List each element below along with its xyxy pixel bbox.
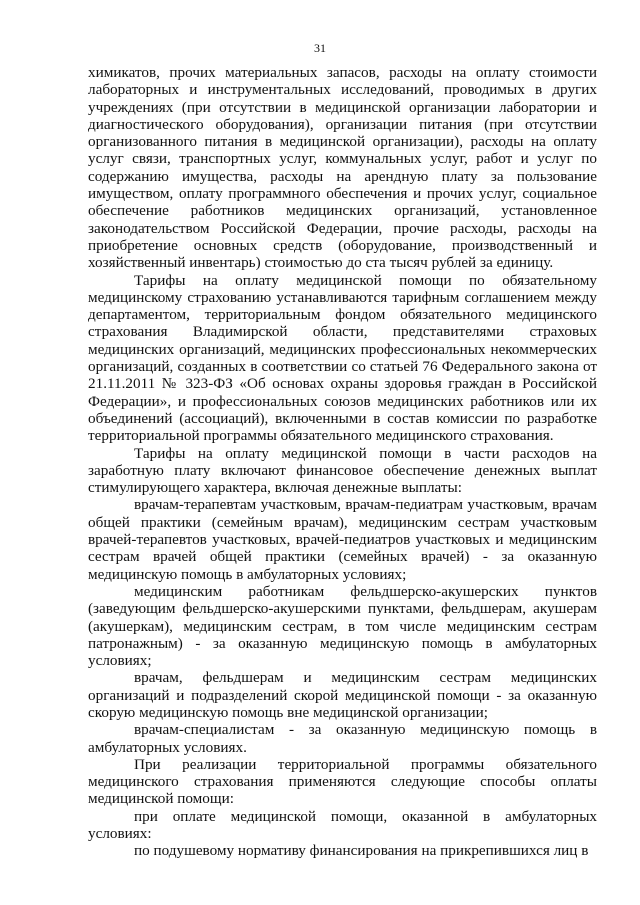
paragraph-payments-specialists: врачам-специалистам - за оказанную медицинскую помощь в амбулаторных условиях. (88, 721, 597, 756)
paragraph-tariffs-agreement: Тарифы на оплату медицинской помощи по обязательному медицинскому страхованию устанавливаются тарифным соглашением между департаментом, территориальным фондом обязательного медицинского страхования Владимирской области, представителями страховых медицинских организаций, медицинских профессиональных некоммерческих организаций, созданных в соответствии со статьей 76 Федерального закона от 21.11.2011 № 323-ФЗ «Об основах охраны здоровья граждан в Российской Федерации», и профессиональных союзов медицинских работников или их объединений (ассоциаций), включенными в состав комиссии по разработке территориальной программы обязательного медицинского страхования. (88, 271, 597, 445)
document-body (88, 64, 597, 860)
paragraph-payment-methods: При реализации территориальной программы обязательного медицинского страхования применяются следующие способы оплаты медицинской помощи: (88, 755, 597, 808)
paragraph-payments-therapists: врачам-терапевтам участковым, врачам-педиатрам участковым, врачам общей практики (семейным врачам), медицинским сестрам участковым врачей-терапевтов участковых, врачей-педиатров участковых и медицинским сестрам врачей общей практики (семейных врачей) - за оказанную медицинскую помощь в амбулаторных условиях; (88, 496, 597, 583)
paragraph-tariffs-salary: Тарифы на оплату медицинской помощи в части расходов на заработную плату включают финансовое обеспечение денежных выплат стимулирующего характера, включая денежные выплаты: (88, 444, 597, 497)
page-number: 31 (314, 41, 326, 55)
paragraph-outpatient-payment: при оплате медицинской помощи, оказанной в амбулаторных условиях: (88, 807, 597, 843)
paragraph-payments-emergency: врачам, фельдшерам и медицинским сестрам медицинских организаций и подразделений скорой медицинской помощи - за оказанную скорую медицинскую помощь вне медицинской организации; (88, 669, 597, 721)
paragraph-continued-expenses: химикатов, прочих материальных запасов, расходы на оплату стоимости лабораторных и инструментальных исследований, проводимых в других учреждениях (при отсутствии в медицинской организации лаборатории и диагностического оборудования), организации питания (при отсутствии организованного питания в медицинской организации), расходы на оплату услуг связи, транспортных услуг, коммунальных услуг, работ и услуг по содержанию имущества, расходы на арендную плату за пользование имуществом, оплату программного обеспечения и прочих услуг, социальное обеспечение работников медицинских организаций, установленное законодательством Российской Федерации, прочие расходы, расходы на приобретение основных средств (оборудование, производственный и хозяйственный инвентарь) стоимостью до ста тысяч рублей за единицу. (88, 64, 597, 272)
paragraph-per-capita-norm: по подушевому нормативу финансирования на прикрепившихся лиц в (134, 842, 589, 860)
paragraph-payments-fap: медицинским работникам фельдшерско-акушерских пунктов (заведующим фельдшерско-акушерскими пунктами, фельдшерам, акушерам (акушеркам), медицинским сестрам, в том числе медицинским сестрам патронажным) - за оказанную медицинскую помощь в амбулаторных условиях; (88, 582, 597, 670)
